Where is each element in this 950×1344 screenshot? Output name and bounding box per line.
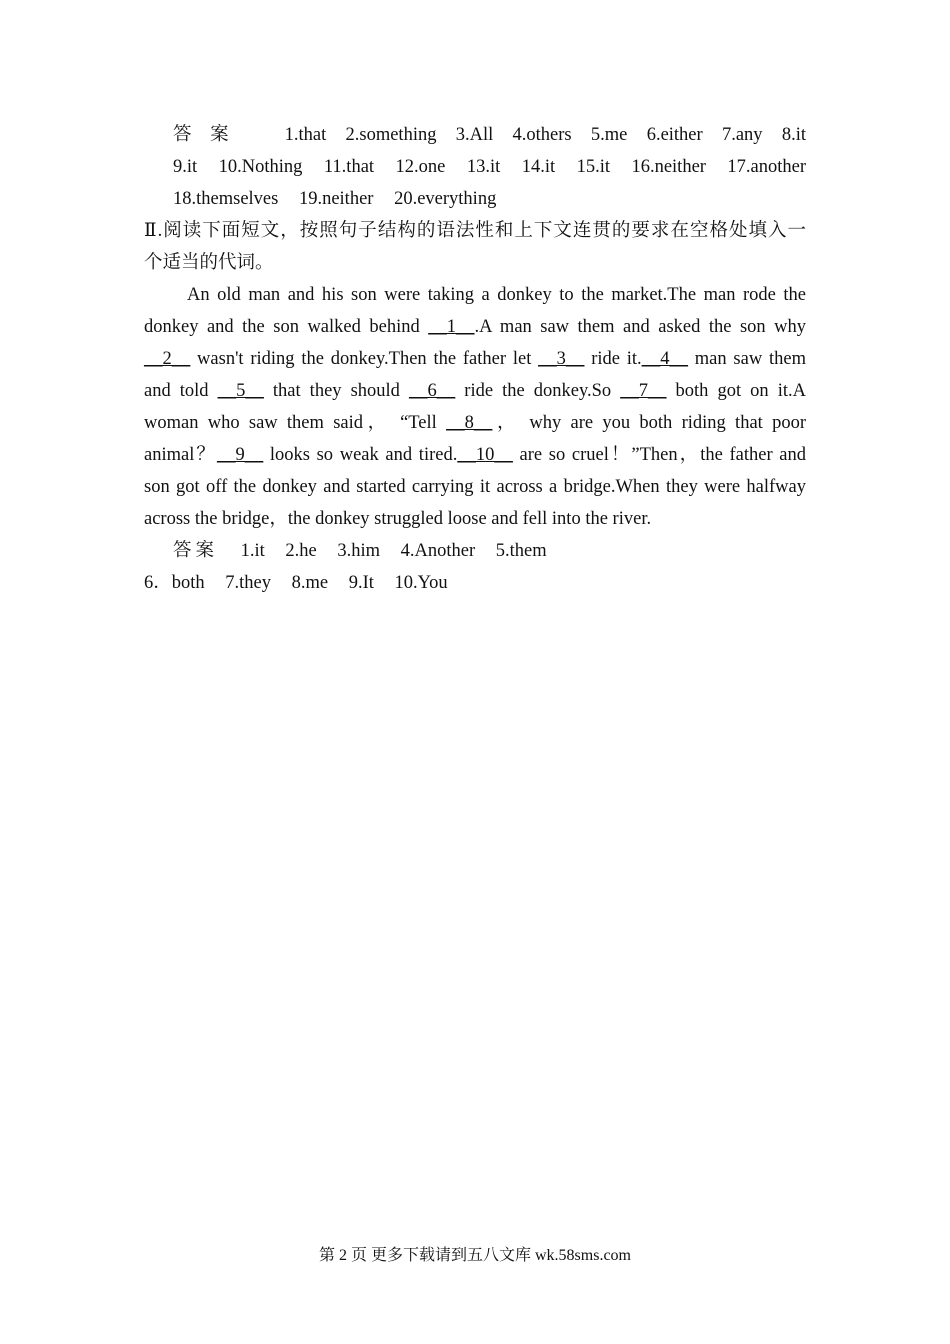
- answer-item: 4.Another: [400, 541, 476, 561]
- blank-5: __5__: [217, 381, 264, 401]
- answer-item: 3.All: [455, 125, 494, 145]
- answer-item: 16.neither: [631, 157, 706, 177]
- passage-text: .A man saw them and asked the son why: [474, 317, 806, 337]
- answer-item: 2.something: [345, 125, 437, 145]
- document-page: [144, 119, 806, 599]
- passage-text: ， why are you both riding that poor: [492, 413, 806, 433]
- section-instruction-line-1: Ⅱ.阅读下面短文，按照句子结构的语法性和上下文连贯的要求在空格处填入一: [144, 221, 806, 241]
- answer-item: 5.them: [495, 541, 547, 561]
- passage-line: son got off the donkey and started carrying it across a bridge.When they were halfway: [144, 477, 806, 497]
- passage-text: donkey and the son walked behind: [144, 317, 429, 337]
- answer-line-2: [144, 151, 806, 183]
- blank-3: __3__: [538, 349, 585, 369]
- answer-item: 1.it: [240, 541, 265, 561]
- passage-text: ride it.: [584, 349, 642, 369]
- answer-item: 8.it: [781, 125, 806, 145]
- answer-item: 9.it: [173, 157, 198, 177]
- answer-line-4: [144, 535, 806, 567]
- passage-text: wasn't riding the donkey.Then the father let: [190, 349, 539, 369]
- answer-line-1: [144, 119, 806, 151]
- answer-item: 3.him: [337, 541, 381, 561]
- blank-10: __10__: [457, 445, 513, 465]
- passage-line: [144, 375, 806, 407]
- answer-item: 12.one: [395, 157, 446, 177]
- answer-item: 10.Nothing: [218, 157, 303, 177]
- answer-item: 18.themselves: [173, 189, 279, 209]
- answer-item: 5.me: [590, 125, 628, 145]
- section-instruction-line-2: 个适当的代词。: [144, 253, 274, 273]
- answer-item: 6．both: [144, 573, 205, 593]
- passage-text: and told: [144, 381, 218, 401]
- answer-item: 20.everything: [394, 189, 497, 209]
- blank-4: __4__: [641, 349, 688, 369]
- answer-item: 2.he: [285, 541, 317, 561]
- answer-item: 9.It: [348, 573, 374, 593]
- page-footer: 第 2 页 更多下载请到五八文库 wk.58sms.com: [318, 1247, 631, 1264]
- answer-item: 7.they: [225, 573, 271, 593]
- blank-6: __6__: [408, 381, 456, 401]
- passage-line: [144, 407, 806, 439]
- passage-text: that they should: [263, 381, 409, 401]
- passage-text: ride the donkey.So: [455, 381, 621, 401]
- passage-line: [144, 439, 806, 471]
- answer-item: 13.it: [466, 157, 501, 177]
- answer-item: 19.neither: [298, 189, 374, 209]
- blank-9: __9__: [216, 445, 264, 465]
- blank-8: __8__: [446, 413, 493, 433]
- passage-text: looks so weak and tired.: [263, 445, 458, 465]
- passage-line: An old man and his son were taking a donkey to the market.The man rode the: [187, 285, 806, 305]
- passage-line: across the bridge，the donkey struggled loose and fell into the river.: [144, 509, 652, 529]
- answer-item: 17.another: [727, 157, 807, 177]
- answer-line-3: [144, 183, 806, 215]
- answer-line-5: [144, 567, 806, 599]
- passage-line: [144, 343, 806, 375]
- passage-text: animal？: [144, 445, 217, 465]
- answer-item: 8.me: [291, 573, 329, 593]
- answer-item: 6.either: [646, 125, 703, 145]
- blank-2: __2__: [144, 349, 191, 369]
- blank-1: __1__: [428, 317, 475, 337]
- answer-item: 10.You: [394, 573, 448, 593]
- answer-item: 11.that: [323, 157, 375, 177]
- answer-item: 15.it: [576, 157, 610, 177]
- answer-item: 1.that: [284, 125, 327, 145]
- passage-text: both got on it.A: [666, 381, 806, 401]
- passage-text: woman who saw them said， “Tell: [144, 413, 447, 433]
- blank-7: __7__: [620, 381, 667, 401]
- answer-label: 答案: [173, 125, 248, 145]
- passage-text: are so cruel！”Then，the father and: [512, 445, 806, 465]
- answer-item: 7.any: [721, 125, 763, 145]
- answer-label: 答案: [173, 541, 219, 561]
- answer-item: 4.others: [512, 125, 572, 145]
- passage-line: [144, 311, 806, 343]
- passage-text: man saw them: [687, 349, 806, 369]
- answer-item: 14.it: [521, 157, 556, 177]
